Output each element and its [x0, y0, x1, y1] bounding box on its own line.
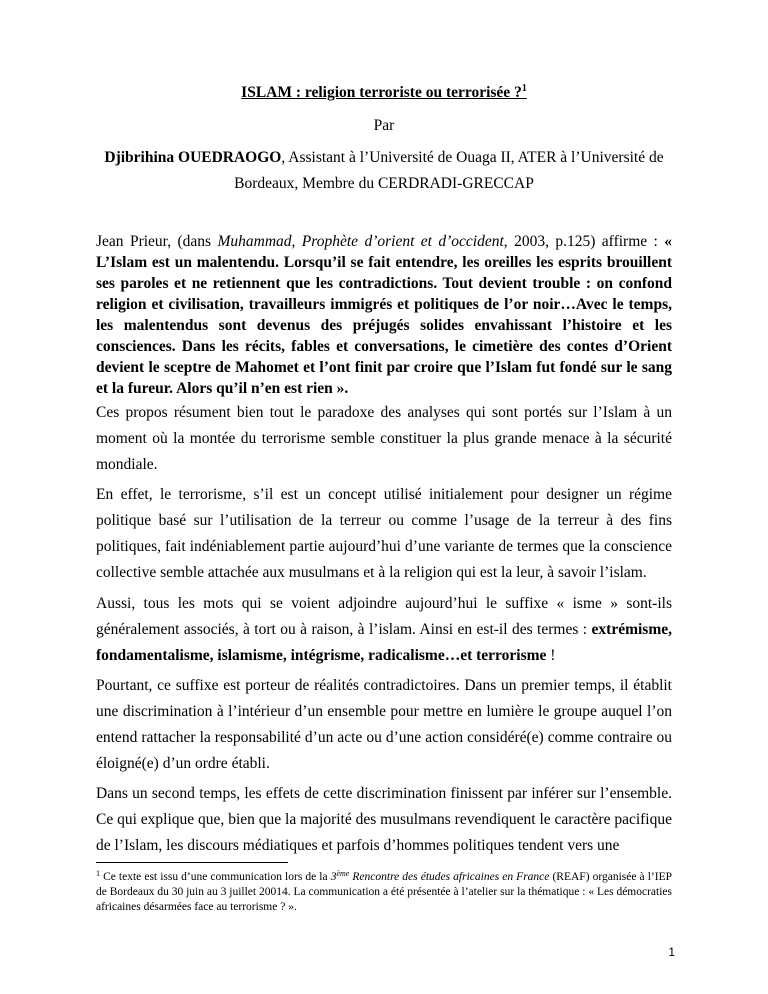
footnote-event: Rencontre des études africaines en France — [349, 871, 550, 883]
paragraph-3 — [96, 482, 672, 586]
ism-terms: extrémisme, fondamentalisme, islamisme, intégrisme, radicalisme…et terrorisme — [96, 621, 672, 664]
paragraph-4-end: ! — [546, 647, 556, 664]
paragraph-5-text: Pourtant, ce suffixe est porteur de réalités contradictoires. Dans un premier temps, il établit une discrimination à l’intérieur d’un ensemble pour mettre en lumière le groupe auquel l’on entend rattacher la responsabilité d’un acte ou d’une action considéré(e) comme contraire ou éloigné(e) d’un ordre établi. — [96, 677, 672, 772]
author-line — [0, 149, 768, 167]
paragraph-4-text: Aussi, tous les mots qui se voient adjoindre aujourd’hui le suffixe « isme » sont-ils généralement associés, à tort ou à raison, à l’islam. Ainsi en est-il des termes : — [96, 595, 672, 638]
quote-text: « L’Islam est un malentendu. Lorsqu’il se fait entendre, les oreilles les esprits brouillent ses paroles et ne retiennent que les contradictions. Tout devient trouble : on confond religion et civilisation, travailleurs immigrés et politiques de l’or noir…Avec le temps, les malentendus sont devenus des préjugés solides envahissant l’histoire et les consciences. Dans les récits, fables et conversations, le cimetière des contes d’Orient devient le sceptre de Mahomet et l’ont finit par croire que l’Islam fut fondé sur le sang et la fureur. Alors qu’il n’en est rien ». — [96, 233, 672, 397]
page-number: 1 — [668, 945, 675, 959]
by-line: Par — [373, 117, 395, 134]
footnote — [96, 866, 672, 915]
footnote-ordinal: 3 — [330, 871, 337, 883]
paragraph-quote — [96, 231, 672, 399]
paragraph-2 — [96, 400, 672, 478]
document-title — [0, 83, 768, 102]
paragraph-6 — [96, 781, 672, 859]
title-text: ISLAM : religion terroriste ou terrorisée ? — [241, 84, 522, 101]
author-affiliation: , Assistant à l’Université de Ouaga II, ATER à l’Université de — [281, 149, 664, 166]
footnote-number: 1 — [96, 869, 100, 878]
title-footnote-ref: 1 — [521, 83, 527, 94]
paragraph-2-text: Ces propos résument bien tout le paradoxe des analyses qui sont portés sur l’Islam à un moment où la montée du terrorisme semble constituer la plus grande menace à la sécurité mondiale. — [96, 404, 672, 473]
footnote-text-a: Ce texte est issu d’une communication lors de la — [100, 871, 331, 883]
author-name: Djibrihina OUEDRAOGO — [104, 149, 282, 166]
footnote-separator — [96, 862, 288, 863]
book-title: Muhammad, Prophète d’orient et d’occident — [217, 233, 504, 250]
paragraph-4 — [96, 591, 672, 669]
paragraph-6-text: Dans un second temps, les effets de cette discrimination finissent par inférer sur l’ensemble. Ce qui explique que, bien que la majorité des musulmans revendiquent le caractère pacifique de l’Islam, les discours médiatiques et parfois d’hommes politiques tendent vers une — [96, 785, 672, 854]
footnote-text-b: (REAF) organisée à l’IEP de Bordeaux du 30 juin au 3 juillet 20014. La communication a été présentée à l’atelier sur la thématique : « Les démocraties africaines désarmées face au terrorisme ? ». — [96, 871, 672, 913]
author-affiliation-continued: Bordeaux, Membre du CERDRADI-GRECCAP — [234, 175, 534, 192]
p1-intro: Jean Prieur, (dans — [96, 233, 218, 250]
paragraph-5 — [96, 673, 672, 777]
footnote-ordinal-sup: ème — [336, 869, 350, 878]
p1-citation: , 2003, p.125) affirme : — [503, 233, 665, 250]
paragraph-3-text: En effet, le terrorisme, s’il est un concept utilisé initialement pour designer un régime politique basé sur l’utilisation de la terreur ou comme l’usage de la terreur à des fins politiques, fait indéniablement partie aujourd’hui d’une variante de termes que la conscience collective semble attachée aux musulmans et à la religion qui est la leur, à savoir l’islam. — [96, 486, 672, 581]
